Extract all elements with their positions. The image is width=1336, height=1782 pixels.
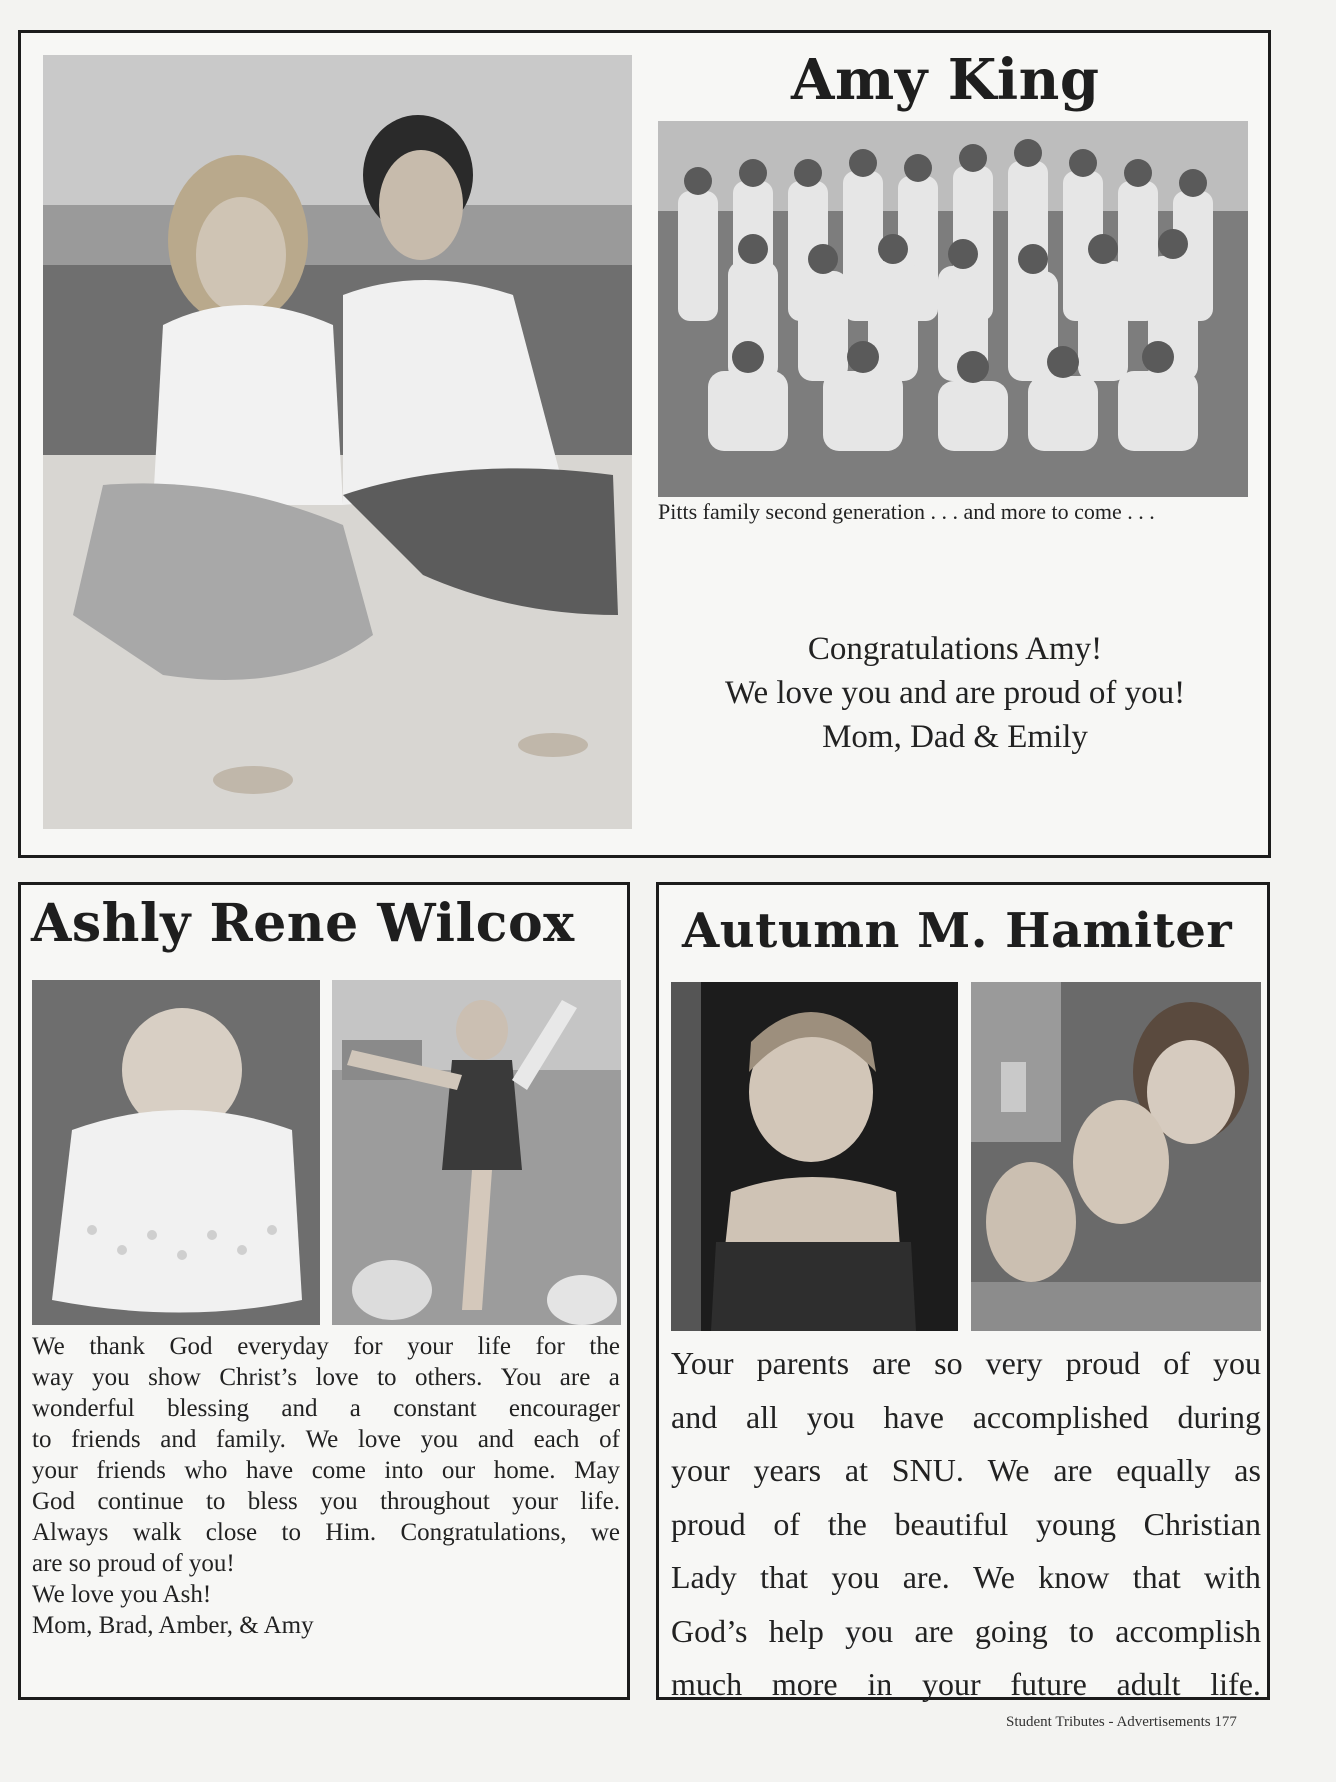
message-word: going <box>974 1612 1048 1649</box>
message-word: adult <box>1116 1666 1181 1702</box>
message-word: home. <box>493 1457 556 1484</box>
caption-pitts-family: Pitts family second generation . . . and more to come . . . <box>658 499 1155 524</box>
message-word: our <box>441 1457 476 1484</box>
message-word: parents <box>756 1345 850 1381</box>
message-word: throughout <box>380 1488 490 1515</box>
message-word: proud <box>1065 1345 1141 1381</box>
message-word: your <box>921 1666 981 1702</box>
tribute-box-autumn-m-hamiter <box>656 882 1270 1700</box>
message-word: of <box>773 1505 801 1542</box>
message-word: Lady <box>671 1559 737 1595</box>
message-word: to <box>32 1426 52 1453</box>
message-word: future <box>1010 1666 1087 1702</box>
message-word: so <box>934 1345 963 1381</box>
message-word: thank <box>89 1333 145 1360</box>
message-word: God’s <box>671 1612 748 1649</box>
message-word: for <box>353 1333 383 1360</box>
message-word: you <box>831 1559 880 1595</box>
message-word: Christ’s <box>219 1364 298 1391</box>
message-word: that <box>1132 1559 1181 1595</box>
message-word: are <box>559 1364 591 1391</box>
message-word: young <box>1035 1505 1116 1542</box>
message-word: for <box>535 1333 565 1360</box>
message-word: You <box>500 1364 542 1391</box>
message-word: the <box>589 1333 620 1360</box>
message-word: are <box>872 1345 912 1381</box>
message-line: Mom, Brad, Amber, & Amy <box>32 1612 314 1639</box>
message-word: know <box>1038 1559 1110 1595</box>
message-word: to <box>205 1488 226 1515</box>
message-word: more <box>771 1666 838 1702</box>
message-word: your <box>407 1333 454 1360</box>
message-word: and <box>160 1426 197 1453</box>
message-word: We <box>32 1333 65 1360</box>
message-word: you <box>420 1426 459 1453</box>
message-word: as <box>1234 1452 1261 1488</box>
message-word: we <box>590 1519 620 1546</box>
message-word: others. <box>414 1364 483 1391</box>
message-word: constant <box>393 1395 477 1422</box>
message-word: encourager <box>508 1395 620 1422</box>
title-amy-king: Amy King <box>791 47 1100 113</box>
message-word: in <box>867 1666 893 1702</box>
message-ashly-rene-wilcox <box>32 1331 620 1641</box>
message-word: beautiful <box>894 1505 1009 1542</box>
message-word: close <box>205 1519 258 1546</box>
message-word: continue <box>97 1488 184 1515</box>
message-amy-king <box>661 627 1249 759</box>
message-word: you <box>806 1398 855 1435</box>
photo-amy-and-mother-on-beach <box>43 55 632 829</box>
page-footer: Student Tributes - Advertisements 177 <box>1006 1714 1237 1730</box>
message-word: of <box>599 1426 620 1453</box>
message-word: wonderful <box>32 1395 135 1422</box>
message-word: you <box>92 1364 130 1391</box>
message-word: much <box>671 1666 743 1702</box>
message-word: are <box>914 1612 954 1649</box>
message-word: life. <box>580 1488 620 1515</box>
message-word: are <box>1053 1452 1093 1488</box>
message-word: We <box>973 1559 1015 1595</box>
message-word: family. <box>216 1426 286 1453</box>
message-word: Your <box>671 1345 734 1381</box>
message-word: equally <box>1116 1452 1211 1488</box>
tribute-box-ashly-rene-wilcox <box>18 882 630 1700</box>
tribute-box-amy-king <box>18 30 1271 858</box>
photo-pitts-family-group <box>658 121 1248 497</box>
message-word: are. <box>902 1559 950 1595</box>
photo-autumn-with-friends <box>971 982 1261 1331</box>
message-word: and <box>281 1395 318 1422</box>
message-word: during <box>1177 1398 1261 1435</box>
message-word: all <box>745 1398 778 1435</box>
photo-ashly-baby <box>32 980 320 1325</box>
message-line: We love you Ash! <box>32 1581 212 1608</box>
message-word: SNU. <box>891 1452 964 1488</box>
message-word: We <box>987 1452 1030 1488</box>
photo-ashly-cheerleading <box>332 980 621 1325</box>
message-word: the <box>827 1505 867 1542</box>
message-word: love <box>357 1426 401 1453</box>
message-word: with <box>1204 1559 1261 1595</box>
message-word: each <box>533 1426 580 1453</box>
message-word: God <box>32 1488 76 1515</box>
message-line: Mom, Dad & Emily <box>822 719 1088 755</box>
message-word: life. <box>1210 1666 1261 1702</box>
message-word: years <box>753 1452 822 1488</box>
message-word: who <box>184 1457 228 1484</box>
title-autumn-m-hamiter: Autumn M. Hamiter <box>682 903 1233 959</box>
message-word: you <box>1212 1345 1261 1381</box>
message-word: Always <box>32 1519 109 1546</box>
message-word: proud <box>671 1505 746 1542</box>
message-autumn-m-hamiter <box>671 1337 1261 1712</box>
message-word: into <box>384 1457 424 1484</box>
message-word: walk <box>132 1519 182 1546</box>
message-word: May <box>574 1457 620 1484</box>
message-word: very <box>985 1345 1043 1381</box>
message-word: love <box>315 1364 359 1391</box>
message-word: your <box>671 1452 730 1488</box>
message-word: friends <box>96 1457 166 1484</box>
message-word: Christian <box>1143 1505 1261 1542</box>
title-ashly-rene-wilcox: Ashly Rene Wilcox <box>31 893 575 954</box>
message-word: of <box>1163 1345 1190 1381</box>
message-word: have <box>883 1398 944 1435</box>
message-word: that <box>760 1559 809 1595</box>
message-word: and <box>477 1426 514 1453</box>
message-word: We <box>305 1426 339 1453</box>
message-word: everyday <box>237 1333 329 1360</box>
message-line: We love you and are proud of you! <box>724 675 1186 711</box>
message-word: and <box>671 1398 718 1435</box>
message-word: accomplish <box>1115 1612 1261 1649</box>
message-word: your <box>32 1457 78 1484</box>
message-word: you <box>845 1612 894 1649</box>
message-word: a <box>608 1364 620 1391</box>
message-word: at <box>844 1452 868 1488</box>
message-word: to <box>281 1519 301 1546</box>
message-word: friends <box>71 1426 141 1453</box>
message-word: God <box>169 1333 213 1360</box>
message-word: a <box>349 1395 361 1422</box>
message-word: blessing <box>167 1395 250 1422</box>
message-word: your <box>512 1488 558 1515</box>
message-word: Him. <box>325 1519 377 1546</box>
message-word: life <box>477 1333 511 1360</box>
message-word: way <box>32 1364 74 1391</box>
message-word: come <box>311 1457 366 1484</box>
message-word: have <box>245 1457 294 1484</box>
message-word: to <box>1069 1612 1094 1649</box>
message-line: are so proud of you! <box>32 1550 235 1577</box>
message-word: accomplished <box>972 1398 1149 1435</box>
message-line: Congratulations Amy! <box>807 631 1103 667</box>
message-word: help <box>768 1612 824 1649</box>
message-word: Congratulations, <box>400 1519 567 1546</box>
message-word: show <box>148 1364 201 1391</box>
message-word: to <box>377 1364 397 1391</box>
message-word: you <box>320 1488 358 1515</box>
message-word: bless <box>247 1488 298 1515</box>
photo-autumn-portrait <box>671 982 958 1331</box>
